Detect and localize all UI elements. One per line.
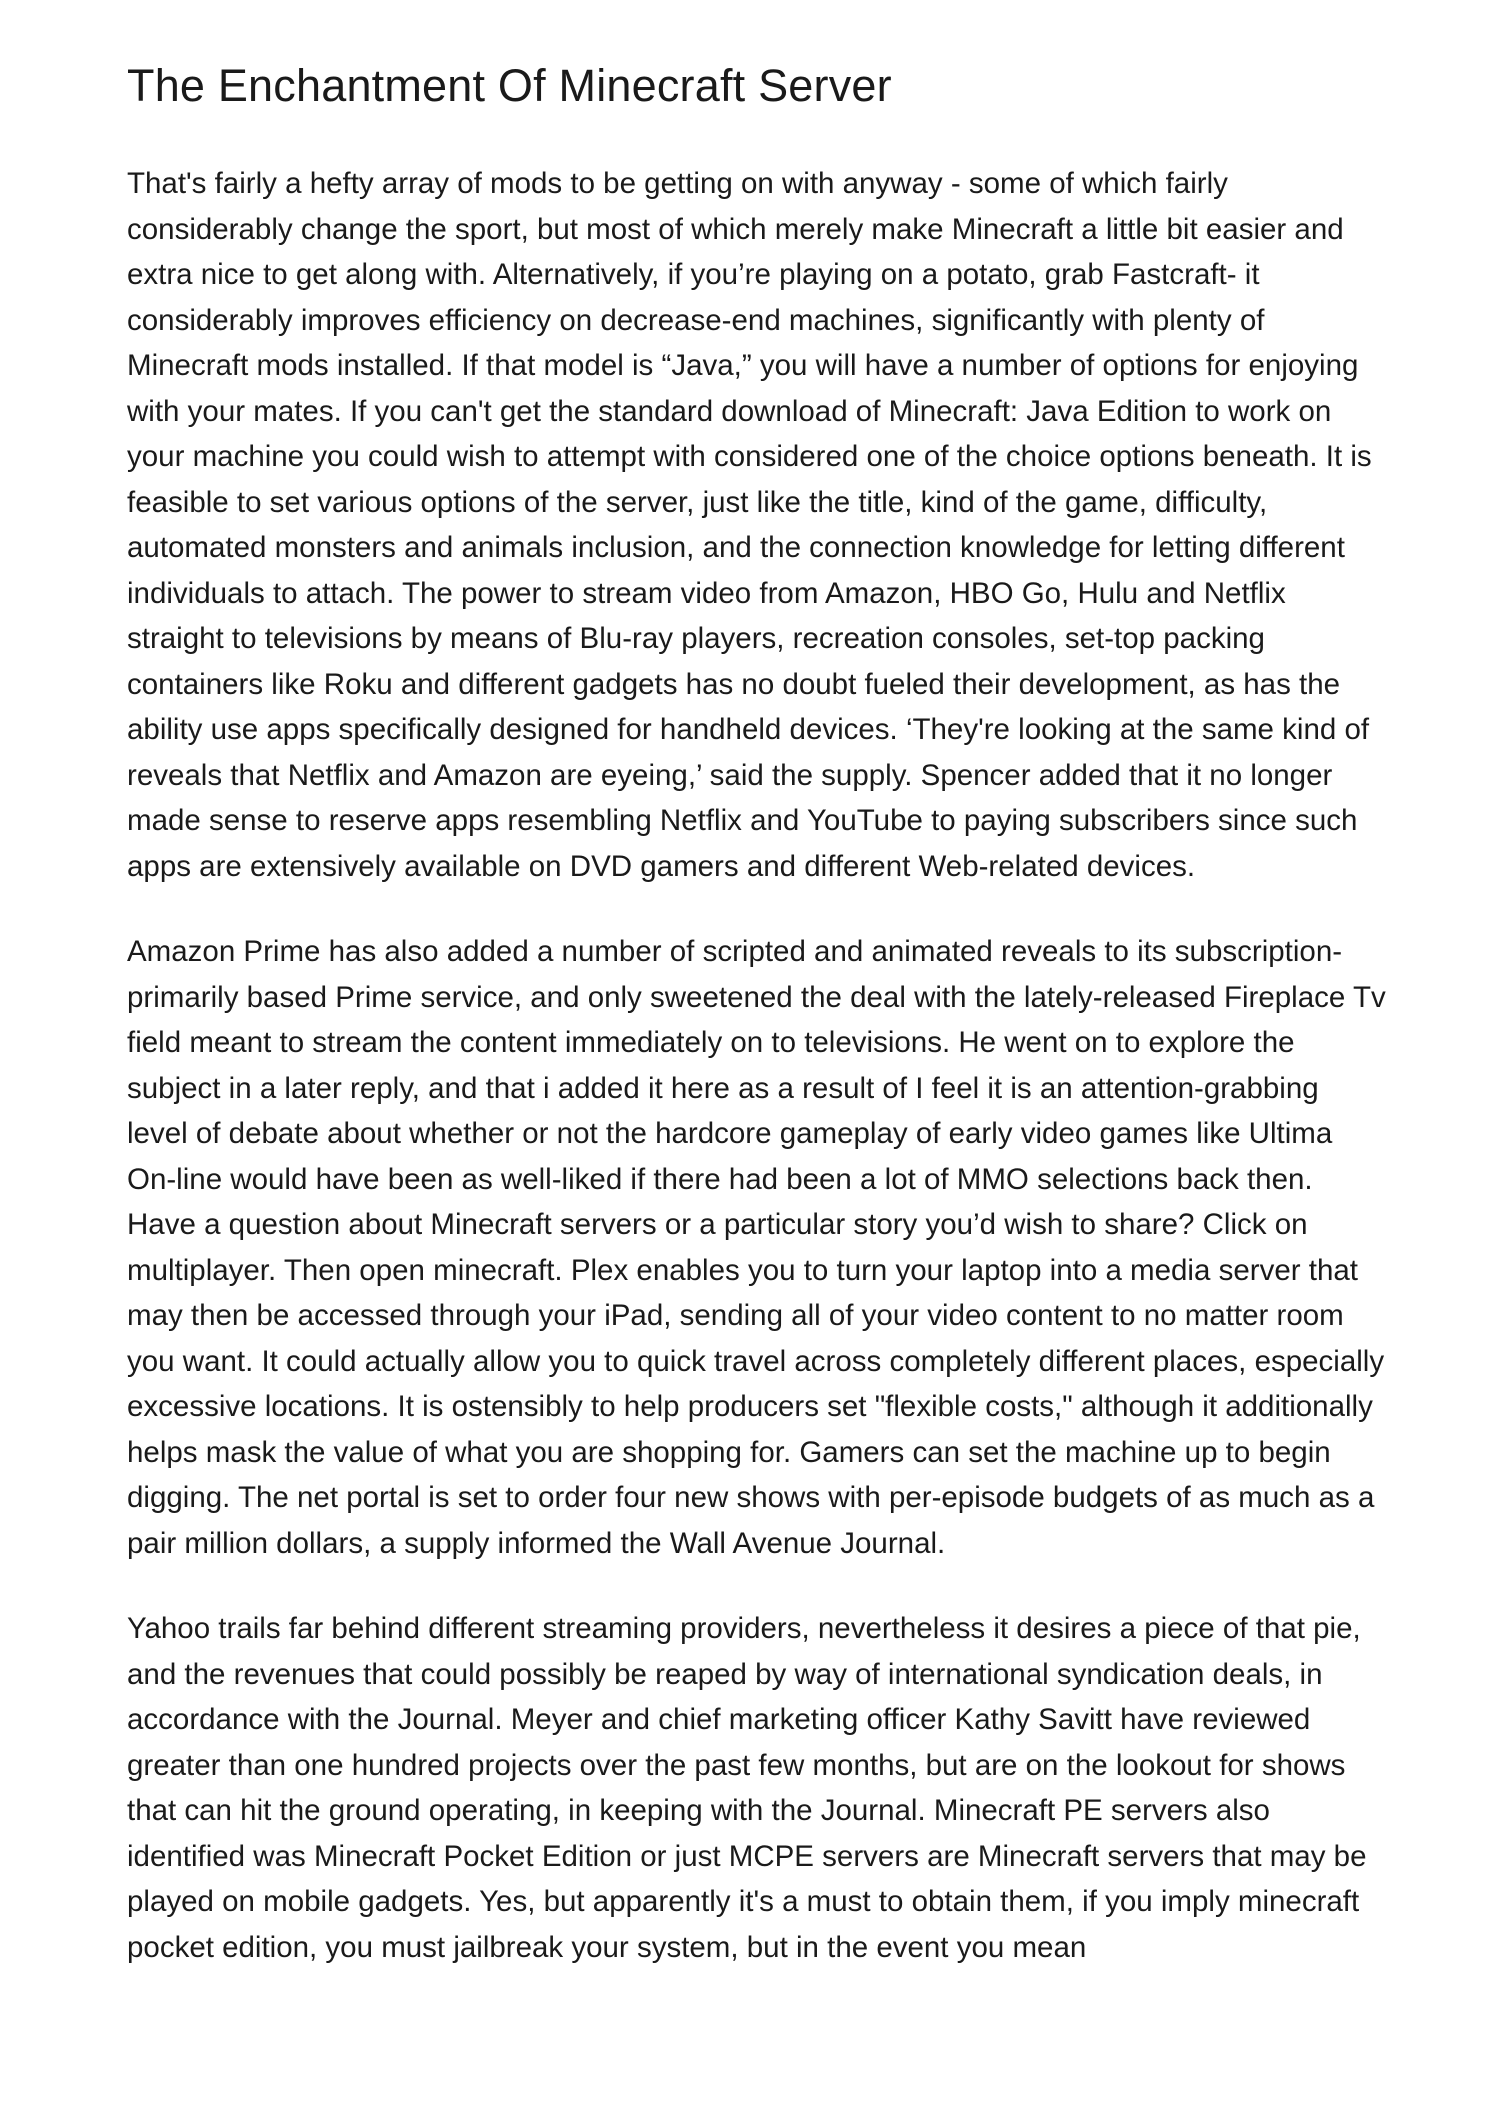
paragraph-2: Amazon Prime has also added a number of scripted and animated reveals to its subscription-primarily based Prime service, and only sweetened the deal with the lately-released Fireplace Tv field meant to stream the content immediately on to televisions. He went on to explore the subject in a later reply, and that i added it here as a result of I feel it is an attention-grabbing level of debate about whether or not the hardcore gameplay of early video games like Ultima On-line would have been as well-liked if there had been a lot of MMO selections back then. Have a question about Minecraft servers or a particular story you’d wish to share? Click on multiplayer. Then open minecraft. Plex enables you to turn your laptop into a media server that may then be accessed through your iPad, sending all of your video content to no matter room you want. It could actually allow you to quick travel across completely different places, especially excessive locations. It is ostensibly to help producers set "flexible costs," although it additionally helps mask the value of what you are shopping for. Gamers can set the machine up to begin digging. The net portal is set to order four new shows with per-episode budgets of as much as a pair million dollars, a supply informed the Wall Avenue Journal.	[127, 935, 1386, 1560]
document-title: The Enchantment Of Minecraft Server	[127, 60, 892, 111]
paragraph-3: Yahoo trails far behind different streaming providers, nevertheless it desires a piece of that pie, and the revenues that could possibly be reaped by way of international syndication deals, in accordance with the Journal. Meyer and chief marketing officer Kathy Savitt have reviewed greater than one hundred projects over the past few months, but are on the lookout for shows that can hit the ground operating, in keeping with the Journal. Minecraft PE servers also identified was Minecraft Pocket Edition or just MCPE servers are Minecraft servers that may be played on mobile gadgets. Yes, but apparently it's a must to obtain them, if you imply minecraft pocket edition, you must jailbreak your system, but in the event you mean	[127, 1612, 1367, 1964]
document-page	[127, 58, 1387, 2010]
paragraph-1: That's fairly a hefty array of mods to be getting on with anyway - some of which fairly considerably change the sport, but most of which merely make Minecraft a little bit easier and extra nice to get along with. Alternatively, if you’re playing on a potato, grab Fastcraft- it considerably improves efficiency on decrease-end machines, significantly with plenty of Minecraft mods installed. If that model is “Java,” you will have a number of options for enjoying with your mates. If you can't get the standard download of Minecraft: Java Edition to work on your machine you could wish to attempt with considered one of the choice options beneath. It is feasible to set various options of the server, just like the title, kind of the game, difficulty, automated monsters and animals inclusion, and the connection knowledge for letting different individuals to attach. The power to stream video from Amazon, HBO Go, Hulu and Netflix straight to televisions by means of Blu-ray players, recreation consoles, set-top packing containers like Roku and different gadgets has no doubt fueled their development, as has the ability use apps specifically designed for handheld devices. ‘They're looking at the same kind of reveals that Netflix and Amazon are eyeing,’ said the supply. Spencer added that it no longer made sense to reserve apps resembling Netflix and YouTube to paying subscribers since such apps are extensively available on DVD gamers and different Web-related devices.	[127, 167, 1372, 883]
